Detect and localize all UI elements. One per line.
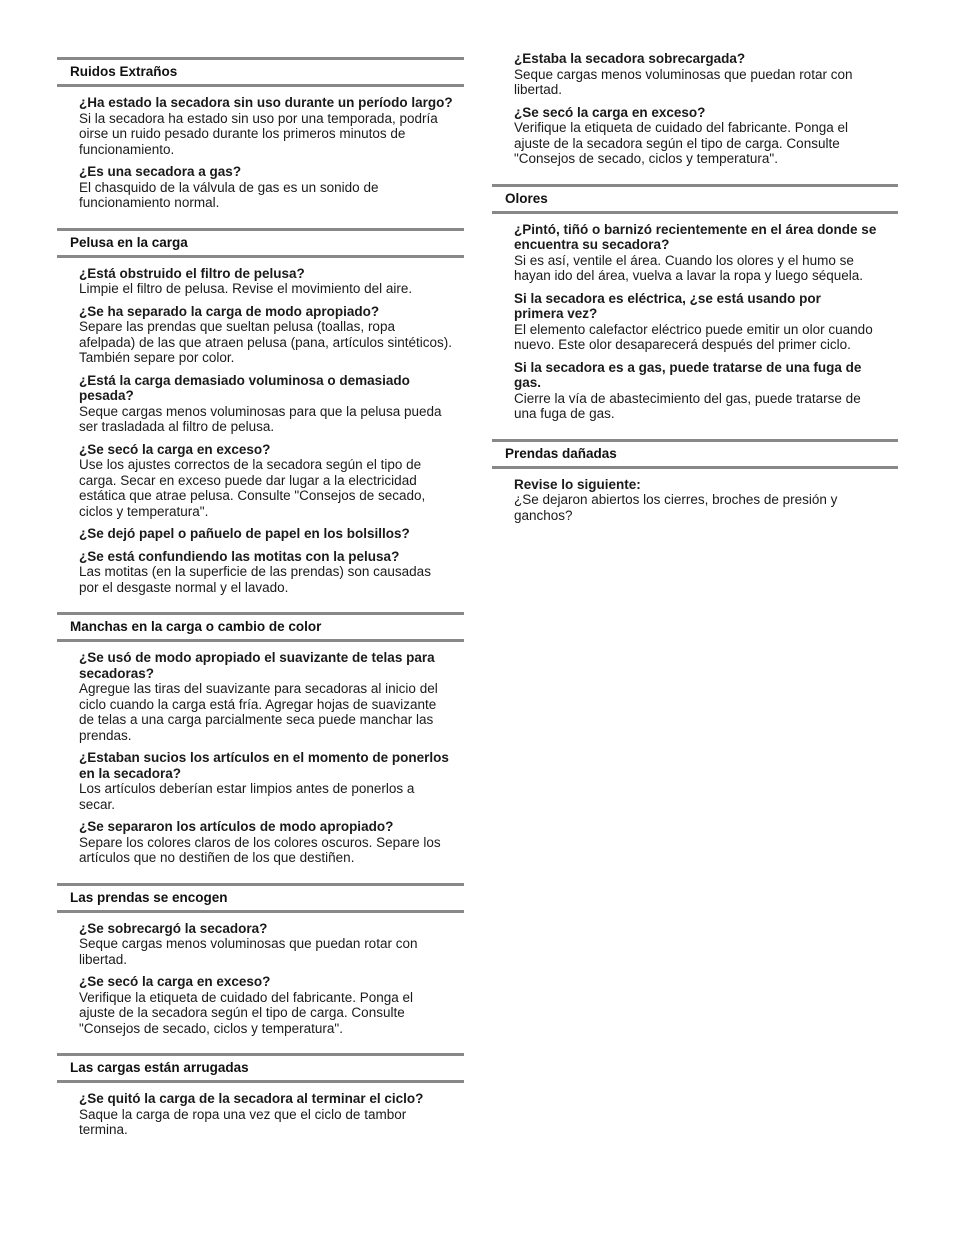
faq-question: ¿Se separaron los artículos de modo apropiado?	[79, 819, 394, 834]
faq-answer: Si es así, ventile el área. Cuando los olores y el humo se hayan ido del área, vuelva a lavar la ropa y luego séquela.	[514, 252, 863, 283]
faq-question: ¿Se usó de modo apropiado el suavizante de telas para secadoras?	[79, 650, 435, 681]
section-olores	[492, 184, 898, 439]
faq-answer: Seque cargas menos voluminosas que puedan rotar con libertad.	[514, 66, 853, 97]
faq-question: ¿Pintó, tiñó o barnizó recientemente en el área donde se encuentra su secadora?	[514, 221, 877, 252]
section-header: Prendas dañadas	[492, 439, 898, 469]
section-ruidos	[57, 57, 464, 228]
faq-item	[79, 974, 464, 1036]
faq-item	[514, 222, 898, 284]
faq-answer: ¿Se dejaron abiertos los cierres, broches de presión y ganchos?	[514, 492, 838, 523]
faq-question: ¿Está la carga demasiado voluminosa o demasiado pesada?	[79, 372, 410, 403]
faq-answer: Separe las prendas que sueltan pelusa (toallas, ropa afelpada) de las que atraen pelusa (pana, artículos sintéticos). También separe por color.	[79, 319, 452, 365]
section-header: Pelusa en la carga	[57, 228, 464, 258]
faq-item	[514, 105, 898, 167]
faq-item	[79, 921, 464, 968]
faq-question: Revise lo siguiente:	[514, 476, 641, 492]
faq-answer: El elemento calefactor eléctrico puede emitir un olor cuando nuevo. Este olor desaparecerá después del primer ciclo.	[514, 321, 873, 352]
section-manchas	[57, 612, 464, 883]
faq-answer: Saque la carga de ropa una vez que el ciclo de tambor termina.	[79, 1106, 407, 1137]
faq-item	[79, 266, 464, 297]
faq-question: ¿Se está confundiendo las motitas con la pelusa?	[79, 548, 400, 564]
faq-answer: Las motitas (en la superficie de las prendas) son causadas por el desgaste normal y el lavado.	[79, 564, 431, 595]
faq-question: ¿Se secó la carga en exceso?	[514, 104, 706, 120]
faq-item	[79, 750, 464, 812]
faq-item	[79, 304, 464, 366]
faq-answer: Verifique la etiqueta de cuidado del fabricante. Ponga el ajuste de la secadora según el tipo de carga. Consulte "Consejos de secado, ciclos y temperatura".	[514, 120, 848, 166]
left-column	[57, 57, 464, 1155]
faq-item	[79, 549, 464, 596]
section-header: Las prendas se encogen	[57, 883, 464, 913]
section-pelusa	[57, 228, 464, 613]
faq-answer: Cierre la vía de abastecimiento del gas, puede tratarse de una fuga de gas.	[514, 390, 861, 421]
faq-question: ¿Es una secadora a gas?	[79, 164, 242, 179]
faq-item	[514, 51, 898, 98]
faq-question: ¿Estaban sucios los artículos en el momento de ponerlos en la secadora?	[79, 750, 449, 781]
faq-answer: Los artículos deberían estar limpios antes de ponerlos a secar.	[79, 781, 415, 812]
section-header: Olores	[492, 184, 898, 214]
section-arrugadas	[57, 1053, 464, 1155]
faq-answer: Use los ajustes correctos de la secadora según el tipo de carga. Secar en exceso puede dar lugar a la electricidad estática que atrae pelusa. Consulte "Consejos de secado, ciclos y temperatura".	[79, 457, 426, 519]
continued-items	[492, 51, 898, 184]
faq-item	[514, 360, 898, 422]
section-prendas-danadas	[492, 439, 898, 541]
faq-answer: Seque cargas menos voluminosas que puedan rotar con libertad.	[79, 936, 418, 967]
faq-item	[79, 442, 464, 520]
faq-question: ¿Estaba la secadora sobrecargada?	[514, 51, 746, 66]
faq-question: ¿Está obstruido el filtro de pelusa?	[79, 265, 305, 281]
faq-item	[79, 526, 464, 542]
faq-question: ¿Se secó la carga en exceso?	[79, 441, 271, 457]
faq-question: Si la secadora es a gas, puede tratarse de una fuga de gas.	[514, 359, 862, 390]
faq-question: Si la secadora es eléctrica, ¿se está usando por primera vez?	[514, 290, 821, 321]
faq-answer: Verifique la etiqueta de cuidado del fabricante. Ponga el ajuste de la secadora según el tipo de carga. Consulte "Consejos de secado, ciclos y temperatura".	[79, 989, 413, 1036]
faq-question: ¿Se quitó la carga de la secadora al terminar el ciclo?	[79, 1091, 424, 1106]
right-column	[492, 51, 898, 540]
faq-item	[79, 650, 464, 743]
faq-item	[514, 291, 898, 353]
faq-item	[79, 95, 464, 157]
faq-question: ¿Se dejó papel o pañuelo de papel en los bolsillos?	[79, 526, 410, 541]
faq-item	[514, 477, 898, 524]
faq-question: ¿Se sobrecargó la secadora?	[79, 920, 268, 936]
faq-item	[79, 1091, 464, 1138]
faq-answer: El chasquido de la válvula de gas es un sonido de funcionamiento normal.	[79, 179, 379, 210]
faq-item	[79, 164, 464, 211]
section-header: Manchas en la carga o cambio de color	[57, 612, 464, 642]
faq-answer: Agregue las tiras del suavizante para secadoras al inicio del ciclo cuando la carga está fría. Agregar hojas de suavizante de telas a una carga parcialmente seca puede manchar las prendas.	[79, 681, 438, 743]
faq-answer: Limpie el filtro de pelusa. Revise el movimiento del aire.	[79, 281, 413, 296]
faq-answer: Separe los colores claros de los colores oscuros. Separe los artículos que no destiñen de los que destiñen.	[79, 834, 441, 865]
section-encogen	[57, 883, 464, 1054]
faq-question: ¿Se ha separado la carga de modo apropiado?	[79, 303, 380, 319]
faq-question: ¿Se secó la carga en exceso?	[79, 974, 271, 989]
section-header: Ruidos Extraños	[57, 57, 464, 87]
faq-question: ¿Ha estado la secadora sin uso durante un período largo?	[79, 95, 453, 110]
faq-answer: Si la secadora ha estado sin uso por una temporada, podría oirse un ruido pesado durante los primeros minutos de funcionamiento.	[79, 110, 438, 157]
faq-item	[79, 819, 464, 866]
faq-answer: Seque cargas menos voluminosas para que la pelusa pueda ser trasladada al filtro de pelusa.	[79, 403, 442, 434]
section-header: Las cargas están arrugadas	[57, 1053, 464, 1083]
faq-item	[79, 373, 464, 435]
